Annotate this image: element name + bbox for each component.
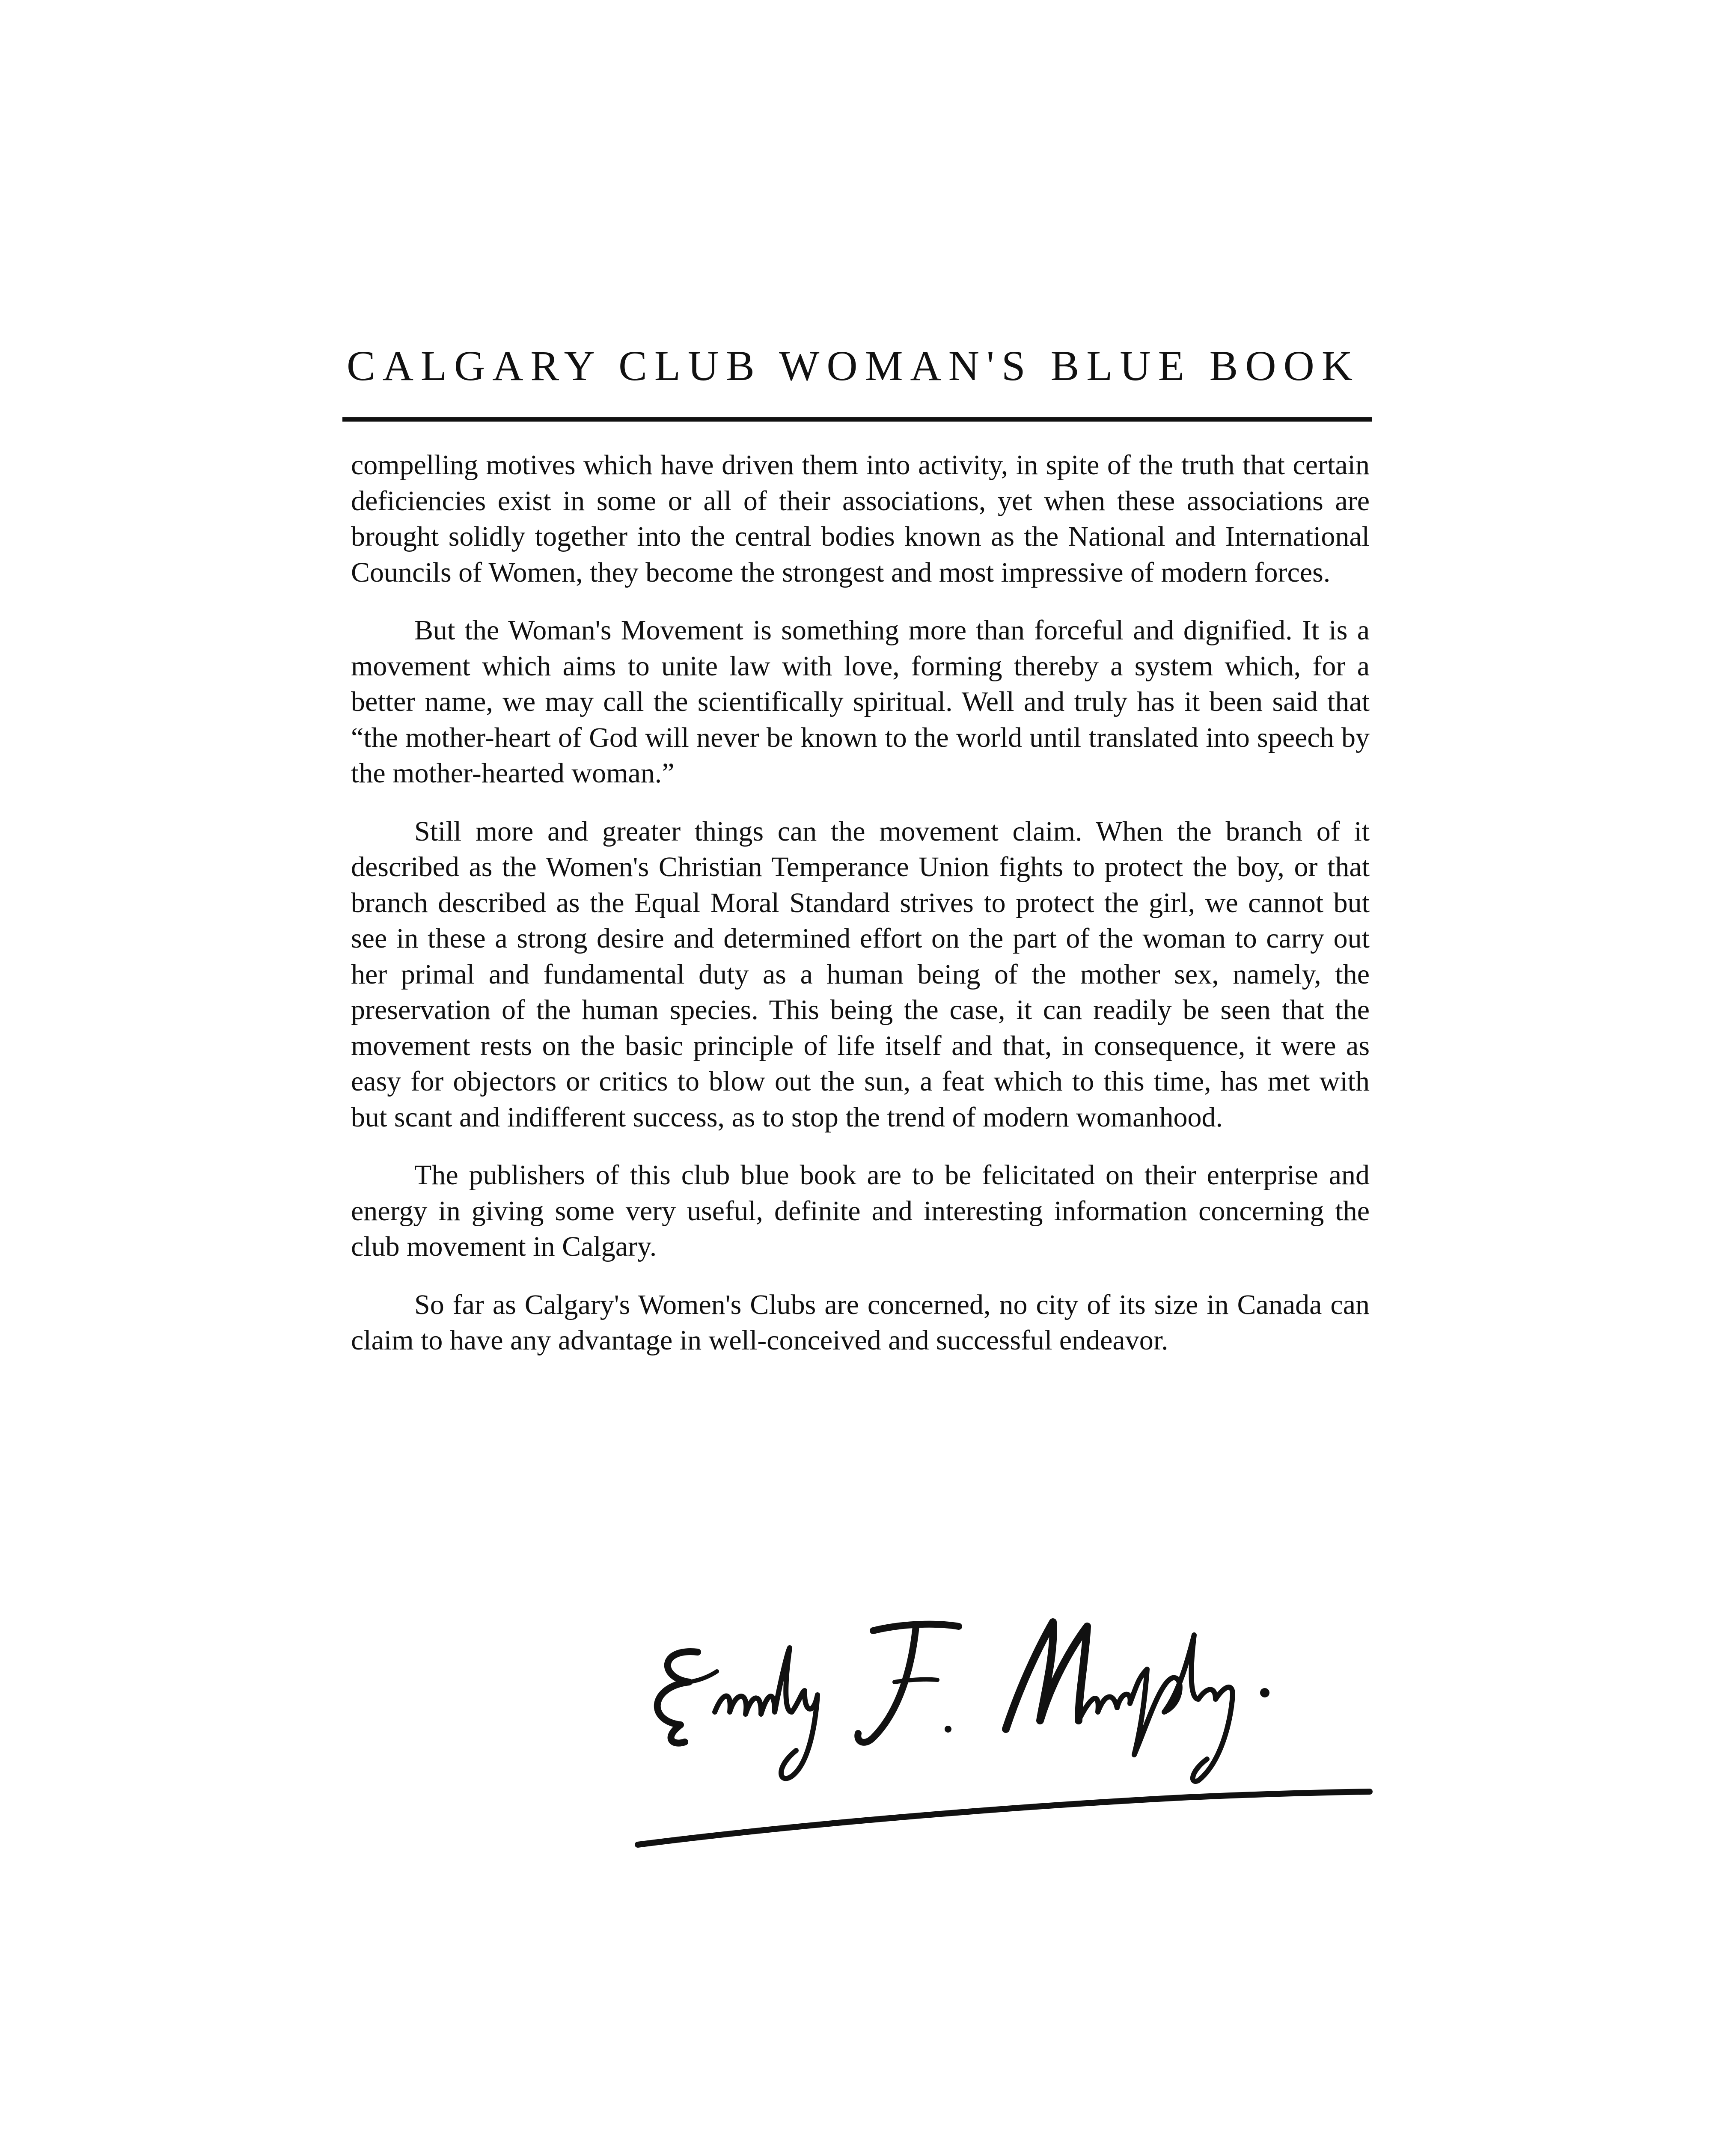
- paragraph-3: Still more and greater things can the movement claim. When the branch of it described as the Women's Christian Temperance Union fights to protect the boy, or that branch described as the Equal Moral Standard strives to protect the girl, we cannot but see in these a strong desire and determined effort on the part of the woman to carry out her primal and fundamental duty as a human being of the mother sex, namely, the preservation of the human species. This being the case, it can readily be seen that the movement rests on the basic principle of life itself and that, in consequence, it were as easy for objectors or critics to blow out the sun, a feat which to this time, has met with but scant and indifferent success, as to stop the trend of modern womanhood.: [351, 815, 1370, 1133]
- article-body: [351, 447, 1370, 1381]
- paragraph-4: The publishers of this club blue book are to be felicitated on their enterprise and energy in giving some very useful, definite and interesting information concerning the club movement in Calgary.: [351, 1159, 1370, 1262]
- handwritten-signature-icon: [633, 1584, 1374, 1858]
- running-head: CALGARY CLUB WOMAN'S BLUE BOOK: [347, 342, 1360, 389]
- paragraph-5: So far as Calgary's Women's Clubs are concerned, no city of its size in Canada can claim to have any advantage in well-conceived and successful endeavor.: [351, 1289, 1370, 1356]
- signature: [633, 1584, 1374, 1858]
- header-rule: [342, 417, 1372, 422]
- paragraph-2: But the Woman's Movement is something more than forceful and dignified. It is a movement which aims to unite law with love, forming thereby a system which, for a better name, we may call the scientifically spiritual. Well and truly has it been said that “the mother-heart of God will never be known to the world until translated into speech by the mother-hearted woman.”: [351, 615, 1370, 789]
- paragraph-1: compelling motives which have driven them into activity, in spite of the truth that certain deficiencies exist in some or all of their associations, yet when these associations are brought solidly together into the central bodies known as the National and International Councils of Women, they become the strongest and most impressive of modern forces.: [351, 449, 1370, 588]
